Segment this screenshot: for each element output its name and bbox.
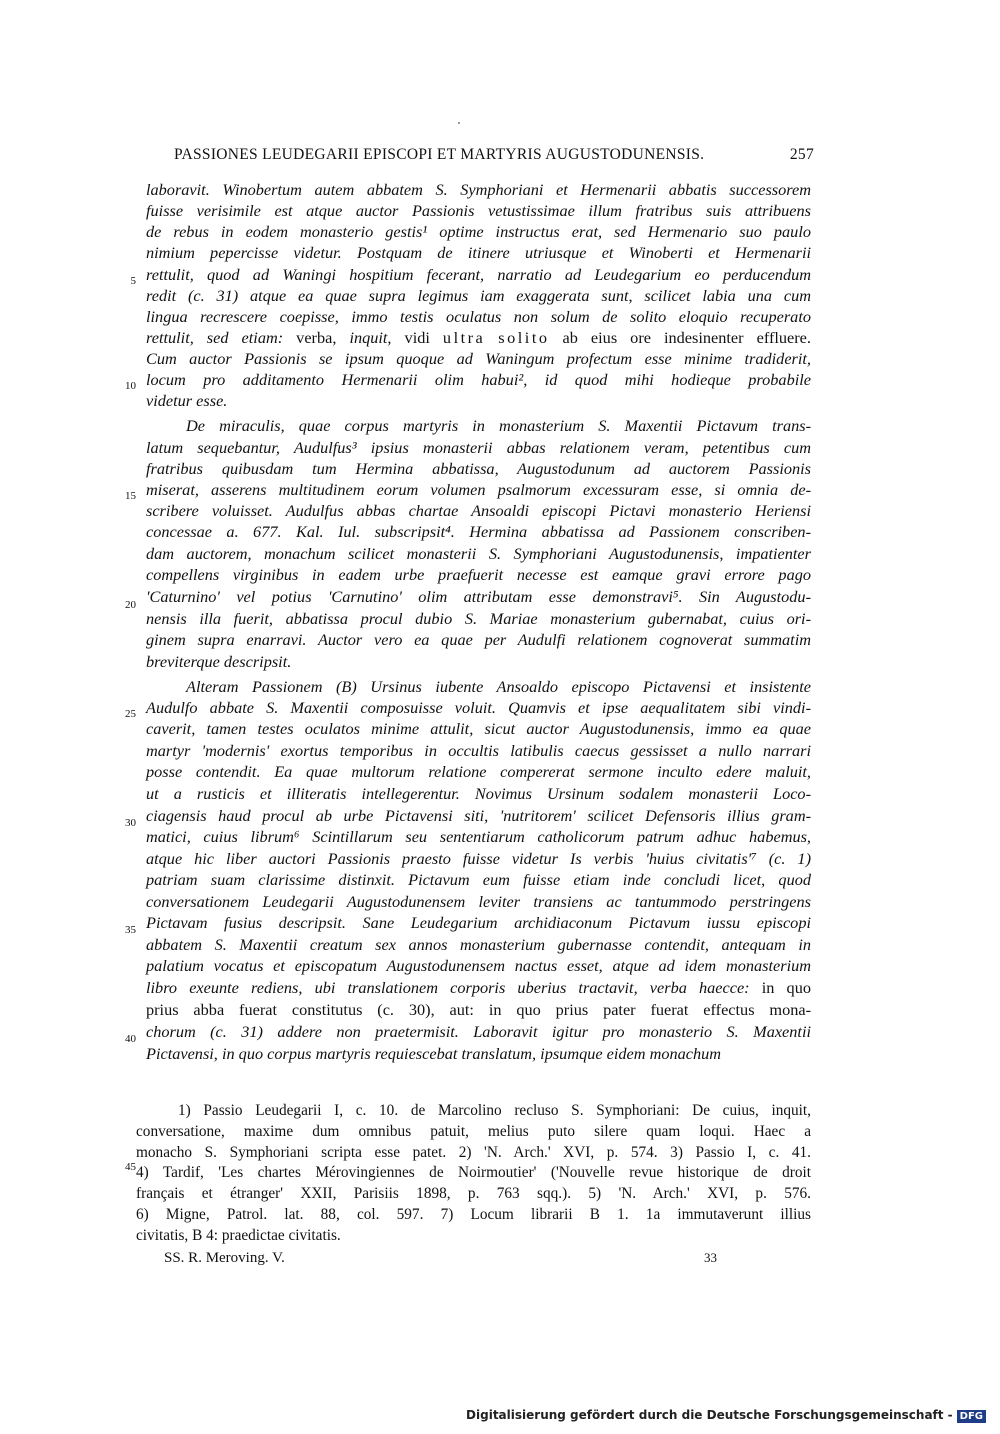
text-fragment: verba, [296, 328, 337, 347]
text-line: latum sequebantur, Audulfus³ ipsius monasterii abbas relationem veram, petentibus cum [146, 438, 811, 457]
text-line: miserat, asserens multitudinem eorum volumen psalmorum excessuram esse, si omnia de- [146, 480, 811, 499]
signature-mark: SS. R. Meroving. V. [164, 1250, 285, 1266]
footnote-line: monacho S. Symphoriani scripta esse patet. 2) 'N. Arch.' XVI, p. 574. 3) Passio I, c. 41. [136, 1144, 811, 1161]
text-line: conversationem Leudegarii Augustodunensem leviter transiens ac tantummodo perstringens [146, 892, 811, 911]
text-line: 'Caturnino' vel potius 'Carnutino' olim attributam esse demonstravi⁵. Sin Augustodu- [146, 587, 811, 606]
dfg-logo: DFG [957, 1410, 986, 1423]
text-fragment: prius abba fuerat constitutus (c. 30), aut: [146, 1000, 474, 1019]
text-line: redit (c. 31) atque ea quae supra legimus iam exaggerata sunt, scilicet labia una cum [146, 286, 811, 305]
text-line: martyr 'modernis' exortus temporibus in occultis latibulis caecus gessisset a nullo narrari [146, 741, 811, 760]
text-line-mixed [146, 327, 811, 348]
speck [458, 122, 460, 124]
text-line: compellens virginibus in eadem urbe praefuerit necesse est eamque gravi errore pago [146, 565, 811, 584]
text-line: De miraculis, quae corpus martyris in monasterium S. Maxentii Pictavum trans- [186, 416, 811, 435]
text-fragment: in quo [761, 978, 811, 997]
text-line: Pictavensi, in quo corpus martyris requiescebat translatum, ipsumque eidem monachum [146, 1044, 722, 1063]
text-line: atque hic liber auctori Passionis praesto fuisse videtur Is verbis 'huius civitatis'⁷ (c. 1) [146, 849, 811, 868]
text-line: patriam suam clarissime distinxit. Pictavum eum fuisse etiam inde concludi licet, quod [146, 870, 811, 889]
signature-number: 33 [704, 1250, 717, 1265]
text-line: de rebus in eodem monasterio gestis¹ optime instructus erat, sed Hermenario suo paulo [146, 222, 811, 241]
text-line: ciagensis haud procul ab urbe Pictavensi siti, 'nutritorem' scilicet Defensoris illius gram- [146, 806, 811, 825]
page-number: 257 [789, 146, 814, 163]
line-number: 25 [125, 708, 136, 720]
line-number: 20 [125, 599, 136, 611]
footnote-line: français et étranger' XXII, Parisiis 1898, p. 763 sqq.). 5) 'N. Arch.' XVI, p. 576. [136, 1185, 811, 1202]
text-line: Pictavam fusius descripsit. Sane Leudegarium archidiaconum Pictavum iussu episcopi [146, 913, 811, 932]
text-line: matici, cuius librum⁶ Scintillarum seu sententiarum catholicorum patrum adhuc habemus, [146, 827, 811, 846]
text-line: concessae a. 677. Kal. Iul. subscripsit⁴. Hermina abbatissa ad Passionem conscriben- [146, 522, 811, 541]
text-line: chorum (c. 31) addere non praetermisit. Laboravit igitur pro monasterio S. Maxentii [146, 1022, 811, 1041]
text-line: locum pro additamento Hermenarii olim habui², id quod mihi hodieque probabile [146, 370, 811, 389]
footnote-line: conversatione, maxime dum omnibus patuit, melius puto silere quam loqui. Haec a [136, 1123, 811, 1140]
header-title: PASSIONES LEUDEGARII EPISCOPI ET MARTYRIS AUGUSTODUNENSIS. [174, 146, 705, 163]
line-number: 45 [125, 1161, 136, 1173]
text-fragment: vidi [404, 328, 430, 347]
text-line: rettulit, quod ad Waningi hospitium fecerant, narratio ad Leudegarium eo perducendum [146, 265, 811, 284]
spaced-text: solito [498, 328, 550, 347]
line-number: 30 [125, 817, 136, 829]
text-line: Audulfo abbate S. Maxentii composuisse voluit. Quamvis et ipse aequalitatem sibi vindi- [146, 698, 811, 717]
digitization-footer [466, 1408, 986, 1423]
running-header [174, 146, 814, 164]
spaced-text: ultra [442, 328, 486, 347]
text-line: lingua recrescere coepisse, immo testis oculatus non solum de solito eloquio recuperato [146, 307, 811, 326]
line-number: 10 [125, 380, 136, 392]
text-line-mixed [146, 999, 811, 1020]
footnote-line: 1) Passio Leudegarii I, c. 10. de Marcolino recluso S. Symphoriani: De cuius, inquit, [178, 1102, 811, 1119]
text-line: breviterque descripsit. [146, 652, 292, 671]
line-number: 5 [130, 275, 136, 287]
line-number: 40 [125, 1033, 136, 1045]
text-line: dam auctorem, monachum scilicet monasterii S. Symphoriani Augustodunensis, impatienter [146, 544, 811, 563]
text-fragment: inquit, [349, 328, 392, 347]
text-line: laboravit. Winobertum autem abbatem S. Symphoriani et Hermenarii abbatis successorem [146, 180, 811, 199]
text-line: nimium pepercisse videtur. Postquam de itinere utriusque et Winoberti et Hermenarii [146, 243, 811, 262]
text-line: ut a rusticis et illiteratis intellegerentur. Novimus Ursinum sodalem monasterii Loco- [146, 784, 811, 803]
footer-text: Digitalisierung gefördert durch die Deutsche Forschungsgemeinschaft - [466, 1408, 953, 1422]
text-line: abbatem S. Maxentii creatum sex annos monasterium gubernasse contendit, antequam in [146, 935, 811, 954]
line-number: 35 [125, 924, 136, 936]
text-fragment: libro exeunte rediens, ubi translationem corporis uberius tractavit, verba haecce: [146, 978, 750, 997]
text-fragment: ab eius ore indesinenter effluere. [562, 328, 811, 347]
text-line: scribere voluisset. Audulfus abbas chartae Ansoaldi episcopi Pictavi monasterio Heriensi [146, 501, 811, 520]
text-line: ginem supra enarravi. Auctor vero ea quae per Audulfi relationem cognoverat summatim [146, 630, 811, 649]
text-line: fuisse verisimile est atque auctor Passionis vetustissimae illum fratribus suis attribuens [146, 201, 811, 220]
text-line: videtur esse. [146, 391, 228, 410]
text-line: palatium vocatus et episcopatum Augustodunensem nactus esset, atque ad idem monasterium [146, 956, 811, 975]
footnote-line: 6) Migne, Patrol. lat. 88, col. 597. 7) Locum librarii B 1. 1a immutaverunt illius [136, 1206, 811, 1223]
text-fragment: in quo prius pater fuerat effectus mona- [488, 1000, 811, 1019]
text-line: caverit, tamen testes oculatos minime attulit, sicut auctor Augustodunensis, immo ea quae [146, 719, 811, 738]
text-line: posse contendit. Ea quae multorum relatione compererat sermone inculto edere maluit, [146, 762, 811, 781]
text-line: Cum auctor Passionis se ipsum quoque ad Waningum profectum esse minime tradiderit, [146, 349, 811, 368]
footnote-line: 4) Tardif, 'Les chartes Mérovingiennes de Noirmoutier' ('Nouvelle revue historique de droit [136, 1164, 811, 1181]
text-fragment: rettulit, sed etiam: [146, 328, 284, 347]
line-number: 15 [125, 490, 136, 502]
footnote-line: civitatis, B 4: praedictae civitatis. [136, 1227, 341, 1244]
text-line: nensis illa fuerit, abbatissa procul dubio S. Mariae monasterium gubernabat, cuius ori- [146, 609, 811, 628]
text-line: Alteram Passionem (B) Ursinus iubente Ansoaldo episcopo Pictavensi et insistente [186, 677, 811, 696]
text-line-mixed [146, 977, 811, 998]
text-line: fratribus quibusdam tum Hermina abbatissa, Augustodunum ad auctorem Passionis [146, 459, 811, 478]
